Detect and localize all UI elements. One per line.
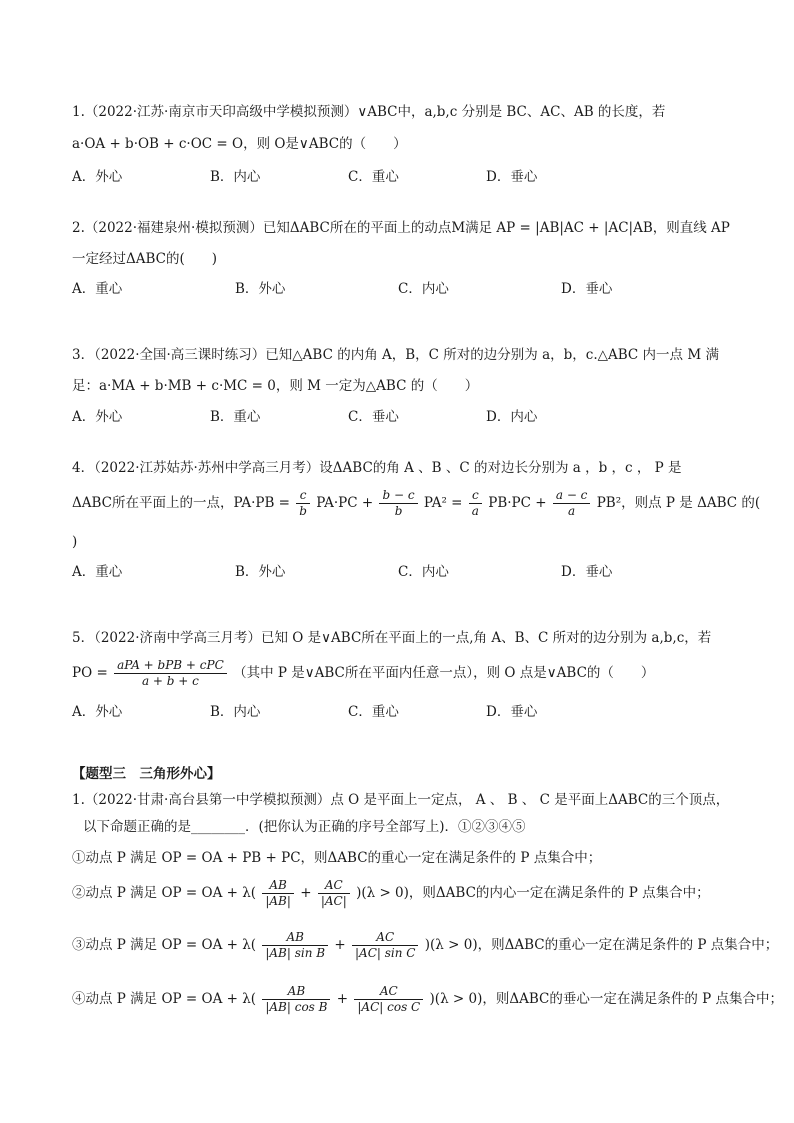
q5-fraction-den: a + b + c [141,674,199,688]
q4-option-a: A．重心 [72,564,123,580]
statement-3-fraction-2 [352,930,418,961]
statement-4-fraction-1-num: AB [262,984,330,1000]
statement-2-text-a: ②动点 P 满足 OP = OA + λ( [72,885,257,901]
statement-2-fraction-1-den: |AB| [265,894,291,908]
q3-options [72,407,624,427]
q1-stem-line2: a·OA + b·OB + c·OC = O，则 O是∨ABC的（ ） [72,136,407,152]
section-q1-line2: 以下命题正确的是________．(把你认为正确的序号全部写上)．①②③④⑤ [83,819,526,835]
q5-option-d: D．垂心 [486,704,538,720]
statement-2-fraction-1 [262,878,294,909]
statement-3-text-a: ③动点 P 满足 OP = OA + λ( [72,937,257,953]
q4-text-d: PB·PC + [488,495,547,511]
statement-2-plus: + [300,885,312,901]
statement-2-fraction-2 [318,878,350,909]
q4-fraction-1-num: c [296,488,310,504]
q5-option-a: A．外心 [72,704,123,720]
statement-3-fraction-1-den: |AB| sin B [265,946,326,960]
q4-fraction-4 [553,488,591,519]
q4-option-c: C．内心 [398,564,449,580]
statement-3 [72,928,778,962]
q4-stem-line2 [72,486,760,520]
q5-stem-line1: 5．（2022·济南中学高三月考）已知 O 是∨ABC所在平面上的一点,角 A、B、C 所对的边分别为 a,b,c，若 [72,630,712,646]
statement-3-fraction-1-num: AB [262,930,328,946]
q2-options [72,279,724,299]
q4-text-a: ΔABC所在平面上的一点，PA·PB = [72,495,290,511]
q4-fraction-2 [379,488,417,519]
q1-option-c: C．重心 [348,169,399,185]
statement-3-plus: + [334,937,346,953]
q1-option-a: A．外心 [72,169,123,185]
q3-option-c: C．垂心 [348,409,399,425]
q2-stem-line2: 一定经过ΔABC的( ) [72,251,218,267]
q5-option-b: B．内心 [210,704,261,720]
q3-stem-line2: 足：a·MA + b·MB + c·MC = 0，则 M 一定为△ABC 的（ ） [72,378,479,394]
q4-option-b: B．外心 [235,564,286,580]
statement-4-plus: + [336,991,349,1007]
q5-stem-line2 [72,656,654,690]
q5-text-a: PO = [72,665,108,681]
statement-4-fraction-1 [262,984,330,1015]
q5-fraction-num: aPA + bPB + cPC [114,658,227,674]
section-title: 【题型三 三角形外心】 [72,766,221,782]
statement-2-fraction-2-den: |AC| [320,894,347,908]
statement-2-fraction-2-num: AC [318,878,350,894]
q4-text-b: PA·PC + [316,495,374,511]
q4-text-e: PB²，则点 P 是 ΔABC 的( [596,495,761,511]
q1-option-b: B．内心 [210,169,261,185]
statement-4-fraction-2 [354,984,423,1015]
statement-2-fraction-1-num: AB [262,878,294,894]
statement-4-fraction-1-den: |AB| cos B [265,1000,328,1014]
q1-stem-line1: 1.（2022·江苏·南京市天印高级中学模拟预测）∨ABC中，a,b,c 分别是 BC、AC、AB 的长度，若 [72,104,666,120]
statement-3-fraction-2-num: AC [352,930,418,946]
q4-stem-line1: 4．（2022·江苏姑苏·苏州中学高三月考）设ΔABC的角 A 、B 、C 的对边长分别为 a ，b ，c ， P 是 [72,460,682,476]
q4-fraction-3-den: a [471,504,479,518]
statement-2 [72,876,710,910]
q5-options [72,702,624,722]
q4-fraction-3 [469,488,482,519]
statement-1: ①动点 P 满足 OP = OA + PB + PC，则ΔABC的重心一定在满足条件的 P 点集合中； [72,850,602,866]
q3-option-a: A．外心 [72,409,123,425]
statement-4-text-b: )(λ > 0)，则ΔABC的垂心一定在满足条件的 P 点集合中； [429,991,784,1007]
q2-option-b: B．外心 [235,281,286,297]
q2-option-c: C．内心 [398,281,449,297]
statement-3-text-b: )(λ > 0)，则ΔABC的重心一定在满足条件的 P 点集合中； [424,937,779,953]
statement-4 [72,982,783,1016]
q4-fraction-4-num: a − c [553,488,591,504]
q4-fraction-1 [296,488,310,519]
statement-4-text-a: ④动点 P 满足 OP = OA + λ( [72,991,257,1007]
q4-stem-line3: ) [72,534,78,550]
q4-options [72,562,724,582]
statement-3-fraction-2-den: |AC| sin C [355,946,416,960]
q4-fraction-3-num: c [469,488,482,504]
q2-stem-line1: 2.（2022·福建泉州·模拟预测）已知ΔABC所在的平面上的动点M满足 AP = |AB|AC + |AC|AB，则直线 AP [72,220,730,236]
statement-4-fraction-2-den: |AC| cos C [357,1000,421,1014]
q4-fraction-2-num: b − c [379,488,417,504]
q3-option-d: D．内心 [486,409,538,425]
q5-option-c: C．重心 [348,704,399,720]
q5-text-b: （其中 P 是∨ABC所在平面内任意一点），则 O 点是∨ABC的（ ） [233,665,655,681]
q4-fraction-1-den: b [299,504,307,518]
q2-option-d: D．垂心 [561,281,613,297]
q3-option-b: B．重心 [210,409,261,425]
q4-text-c: PA² = [423,495,463,511]
statement-4-fraction-2-num: AC [354,984,423,1000]
q4-fraction-2-den: b [394,504,403,518]
q1-option-d: D．垂心 [486,169,538,185]
section-q1-line1: 1.（2022·甘肃·高台县第一中学模拟预测）点 O 是平面上一定点， A 、 B 、 C 是平面上ΔABC的三个顶点， [72,792,730,808]
q1-options [72,167,624,187]
q4-option-d: D．垂心 [561,564,613,580]
statement-3-fraction-1 [262,930,328,961]
q4-fraction-4-den: a [568,504,576,518]
q3-stem-line1: 3．（2022·全国·高三课时练习）已知△ABC 的内角 A，B，C 所对的边分别为 a，b，c.△ABC 内一点 M 满 [72,347,719,363]
q5-fraction [114,658,227,689]
statement-2-text-b: )(λ > 0)，则ΔABC的内心一定在满足条件的 P 点集合中； [356,885,710,901]
q2-option-a: A．重心 [72,281,123,297]
